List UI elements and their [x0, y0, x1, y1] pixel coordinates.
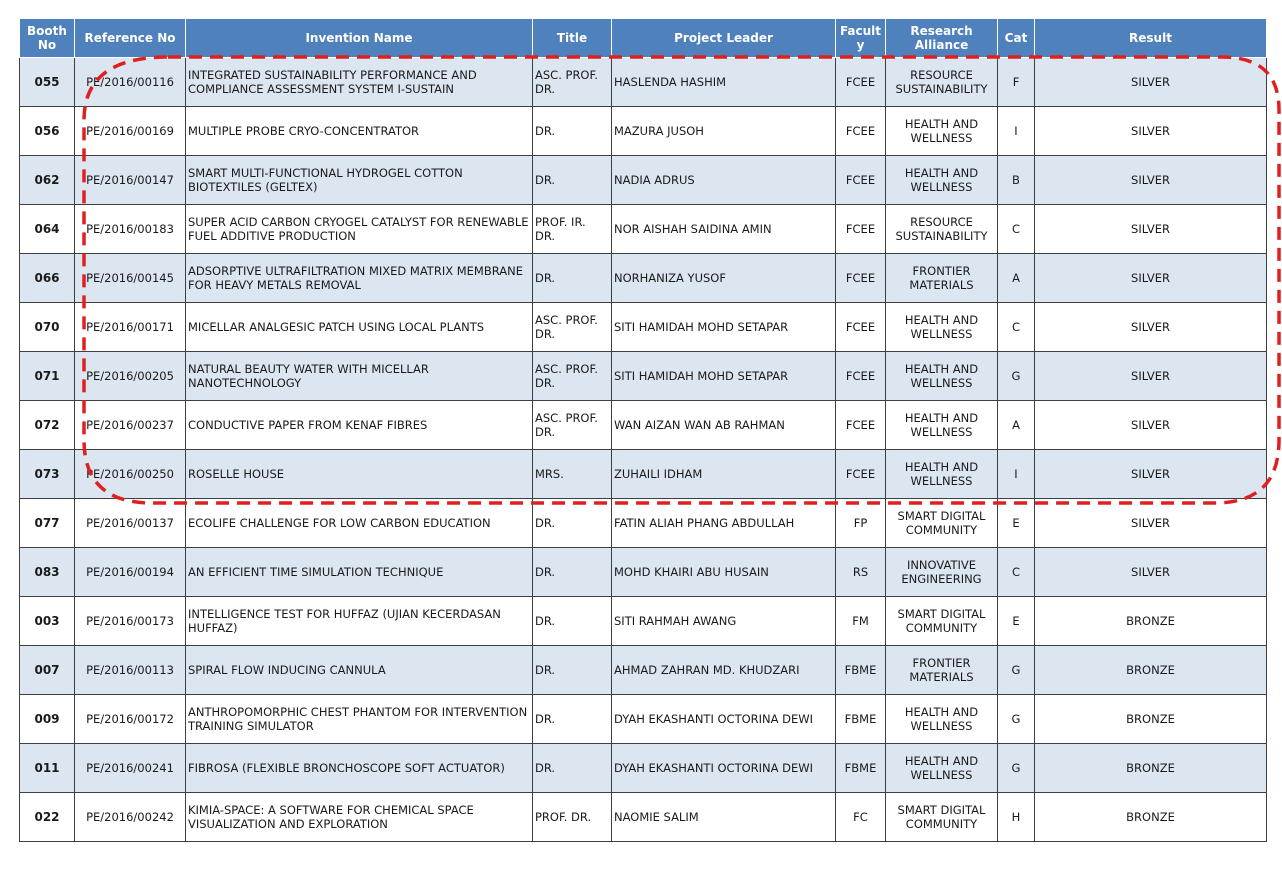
- cell-cat: C: [998, 303, 1035, 352]
- cell-result: SILVER: [1035, 303, 1267, 352]
- cell-title: DR.: [533, 107, 612, 156]
- cell-research-alliance: HEALTH AND WELLNESS: [886, 744, 998, 793]
- table-row: [20, 254, 1267, 303]
- cell-project-leader: DYAH EKASHANTI OCTORINA DEWI: [612, 695, 836, 744]
- table-row: [20, 401, 1267, 450]
- cell-booth-no: 011: [20, 744, 75, 793]
- cell-reference-no: PE/2016/00145: [75, 254, 186, 303]
- cell-invention-name: CONDUCTIVE PAPER FROM KENAF FIBRES: [186, 401, 533, 450]
- cell-research-alliance: RESOURCE SUSTAINABILITY: [886, 58, 998, 107]
- cell-cat: E: [998, 597, 1035, 646]
- cell-result: BRONZE: [1035, 744, 1267, 793]
- cell-research-alliance: RESOURCE SUSTAINABILITY: [886, 205, 998, 254]
- cell-booth-no: 077: [20, 499, 75, 548]
- cell-faculty: FCEE: [836, 254, 886, 303]
- cell-title: ASC. PROF. DR.: [533, 303, 612, 352]
- header-cat: Cat: [998, 19, 1035, 58]
- cell-booth-no: 062: [20, 156, 75, 205]
- cell-reference-no: PE/2016/00173: [75, 597, 186, 646]
- cell-faculty: FBME: [836, 646, 886, 695]
- cell-result: SILVER: [1035, 548, 1267, 597]
- cell-faculty: FCEE: [836, 205, 886, 254]
- cell-title: DR.: [533, 156, 612, 205]
- cell-faculty: FBME: [836, 695, 886, 744]
- cell-faculty: FBME: [836, 744, 886, 793]
- cell-reference-no: PE/2016/00137: [75, 499, 186, 548]
- cell-title: ASC. PROF. DR.: [533, 352, 612, 401]
- cell-research-alliance: HEALTH AND WELLNESS: [886, 695, 998, 744]
- cell-cat: H: [998, 793, 1035, 842]
- table-row: [20, 646, 1267, 695]
- table-body: [20, 58, 1267, 842]
- table-row: [20, 499, 1267, 548]
- cell-reference-no: PE/2016/00205: [75, 352, 186, 401]
- cell-faculty: FCEE: [836, 352, 886, 401]
- table-row: [20, 744, 1267, 793]
- cell-invention-name: KIMIA-SPACE: A SOFTWARE FOR CHEMICAL SPACE VISUALIZATION AND EXPLORATION: [186, 793, 533, 842]
- cell-title: PROF. DR.: [533, 793, 612, 842]
- cell-result: SILVER: [1035, 58, 1267, 107]
- cell-faculty: FCEE: [836, 58, 886, 107]
- cell-booth-no: 072: [20, 401, 75, 450]
- cell-title: PROF. IR. DR.: [533, 205, 612, 254]
- cell-research-alliance: HEALTH AND WELLNESS: [886, 352, 998, 401]
- cell-result: BRONZE: [1035, 695, 1267, 744]
- cell-invention-name: ROSELLE HOUSE: [186, 450, 533, 499]
- cell-project-leader: NAOMIE SALIM: [612, 793, 836, 842]
- cell-project-leader: NADIA ADRUS: [612, 156, 836, 205]
- cell-booth-no: 056: [20, 107, 75, 156]
- table-row: [20, 303, 1267, 352]
- cell-cat: G: [998, 352, 1035, 401]
- cell-invention-name: FIBROSA (FLEXIBLE BRONCHOSCOPE SOFT ACTUATOR): [186, 744, 533, 793]
- cell-project-leader: SITI HAMIDAH MOHD SETAPAR: [612, 352, 836, 401]
- cell-research-alliance: SMART DIGITAL COMMUNITY: [886, 499, 998, 548]
- cell-invention-name: ADSORPTIVE ULTRAFILTRATION MIXED MATRIX MEMBRANE FOR HEAVY METALS REMOVAL: [186, 254, 533, 303]
- cell-reference-no: PE/2016/00171: [75, 303, 186, 352]
- cell-research-alliance: HEALTH AND WELLNESS: [886, 401, 998, 450]
- table-row: [20, 107, 1267, 156]
- cell-project-leader: NORHANIZA YUSOF: [612, 254, 836, 303]
- cell-reference-no: PE/2016/00250: [75, 450, 186, 499]
- header-invention-name: Invention Name: [186, 19, 533, 58]
- cell-reference-no: PE/2016/00242: [75, 793, 186, 842]
- cell-reference-no: PE/2016/00194: [75, 548, 186, 597]
- cell-invention-name: NATURAL BEAUTY WATER WITH MICELLAR NANOTECHNOLOGY: [186, 352, 533, 401]
- cell-result: SILVER: [1035, 156, 1267, 205]
- table-row: [20, 695, 1267, 744]
- cell-faculty: FCEE: [836, 401, 886, 450]
- cell-research-alliance: FRONTIER MATERIALS: [886, 646, 998, 695]
- cell-title: DR.: [533, 548, 612, 597]
- cell-booth-no: 073: [20, 450, 75, 499]
- cell-project-leader: MAZURA JUSOH: [612, 107, 836, 156]
- cell-result: SILVER: [1035, 450, 1267, 499]
- cell-reference-no: PE/2016/00147: [75, 156, 186, 205]
- cell-result: SILVER: [1035, 254, 1267, 303]
- cell-booth-no: 071: [20, 352, 75, 401]
- cell-title: MRS.: [533, 450, 612, 499]
- cell-booth-no: 007: [20, 646, 75, 695]
- cell-faculty: FP: [836, 499, 886, 548]
- table-header: [20, 19, 1267, 58]
- cell-project-leader: MOHD KHAIRI ABU HUSAIN: [612, 548, 836, 597]
- cell-cat: A: [998, 254, 1035, 303]
- cell-project-leader: FATIN ALIAH PHANG ABDULLAH: [612, 499, 836, 548]
- cell-reference-no: PE/2016/00113: [75, 646, 186, 695]
- cell-reference-no: PE/2016/00241: [75, 744, 186, 793]
- cell-project-leader: NOR AISHAH SAIDINA AMIN: [612, 205, 836, 254]
- cell-invention-name: SPIRAL FLOW INDUCING CANNULA: [186, 646, 533, 695]
- cell-invention-name: ECOLIFE CHALLENGE FOR LOW CARBON EDUCATION: [186, 499, 533, 548]
- cell-reference-no: PE/2016/00237: [75, 401, 186, 450]
- cell-booth-no: 070: [20, 303, 75, 352]
- table-row: [20, 156, 1267, 205]
- cell-invention-name: INTELLIGENCE TEST FOR HUFFAZ (UJIAN KECERDASAN HUFFAZ): [186, 597, 533, 646]
- cell-cat: G: [998, 695, 1035, 744]
- cell-project-leader: SITI RAHMAH AWANG: [612, 597, 836, 646]
- cell-result: BRONZE: [1035, 793, 1267, 842]
- cell-title: ASC. PROF. DR.: [533, 58, 612, 107]
- cell-result: SILVER: [1035, 499, 1267, 548]
- table-row: [20, 58, 1267, 107]
- cell-title: DR.: [533, 254, 612, 303]
- cell-research-alliance: HEALTH AND WELLNESS: [886, 156, 998, 205]
- cell-research-alliance: INNOVATIVE ENGINEERING: [886, 548, 998, 597]
- cell-title: ASC. PROF. DR.: [533, 401, 612, 450]
- cell-cat: G: [998, 646, 1035, 695]
- cell-title: DR.: [533, 695, 612, 744]
- cell-booth-no: 003: [20, 597, 75, 646]
- table-row: [20, 597, 1267, 646]
- cell-research-alliance: HEALTH AND WELLNESS: [886, 303, 998, 352]
- cell-cat: I: [998, 450, 1035, 499]
- cell-invention-name: AN EFFICIENT TIME SIMULATION TECHNIQUE: [186, 548, 533, 597]
- cell-project-leader: DYAH EKASHANTI OCTORINA DEWI: [612, 744, 836, 793]
- cell-reference-no: PE/2016/00172: [75, 695, 186, 744]
- header-booth: Booth No: [20, 19, 75, 58]
- cell-project-leader: SITI HAMIDAH MOHD SETAPAR: [612, 303, 836, 352]
- cell-title: DR.: [533, 597, 612, 646]
- cell-research-alliance: SMART DIGITAL COMMUNITY: [886, 597, 998, 646]
- cell-cat: I: [998, 107, 1035, 156]
- cell-booth-no: 009: [20, 695, 75, 744]
- cell-faculty: FCEE: [836, 450, 886, 499]
- cell-invention-name: MICELLAR ANALGESIC PATCH USING LOCAL PLANTS: [186, 303, 533, 352]
- cell-invention-name: INTEGRATED SUSTAINABILITY PERFORMANCE AND COMPLIANCE ASSESSMENT SYSTEM I-SUSTAIN: [186, 58, 533, 107]
- cell-result: SILVER: [1035, 107, 1267, 156]
- cell-reference-no: PE/2016/00169: [75, 107, 186, 156]
- header-project-leader: Project Leader: [612, 19, 836, 58]
- header-result: Result: [1035, 19, 1267, 58]
- table-row: [20, 450, 1267, 499]
- cell-invention-name: SMART MULTI-FUNCTIONAL HYDROGEL COTTON BIOTEXTILES (GELTEX): [186, 156, 533, 205]
- cell-booth-no: 066: [20, 254, 75, 303]
- header-row: [20, 19, 1267, 58]
- cell-result: SILVER: [1035, 401, 1267, 450]
- cell-result: BRONZE: [1035, 646, 1267, 695]
- cell-project-leader: AHMAD ZAHRAN MD. KHUDZARI: [612, 646, 836, 695]
- cell-booth-no: 055: [20, 58, 75, 107]
- cell-faculty: FM: [836, 597, 886, 646]
- table-row: [20, 352, 1267, 401]
- table-row: [20, 205, 1267, 254]
- cell-invention-name: ANTHROPOMORPHIC CHEST PHANTOM FOR INTERVENTION TRAINING SIMULATOR: [186, 695, 533, 744]
- cell-project-leader: HASLENDA HASHIM: [612, 58, 836, 107]
- header-reference: Reference No: [75, 19, 186, 58]
- cell-booth-no: 022: [20, 793, 75, 842]
- results-table: [19, 18, 1267, 842]
- cell-project-leader: WAN AIZAN WAN AB RAHMAN: [612, 401, 836, 450]
- cell-research-alliance: FRONTIER MATERIALS: [886, 254, 998, 303]
- cell-result: BRONZE: [1035, 597, 1267, 646]
- cell-research-alliance: HEALTH AND WELLNESS: [886, 107, 998, 156]
- cell-faculty: FCEE: [836, 107, 886, 156]
- cell-reference-no: PE/2016/00183: [75, 205, 186, 254]
- cell-faculty: FC: [836, 793, 886, 842]
- header-faculty: Facult y: [836, 19, 886, 58]
- cell-cat: C: [998, 205, 1035, 254]
- cell-title: DR.: [533, 499, 612, 548]
- table-row: [20, 548, 1267, 597]
- table-row: [20, 793, 1267, 842]
- cell-title: DR.: [533, 744, 612, 793]
- cell-cat: A: [998, 401, 1035, 450]
- cell-faculty: RS: [836, 548, 886, 597]
- cell-invention-name: SUPER ACID CARBON CRYOGEL CATALYST FOR RENEWABLE FUEL ADDITIVE PRODUCTION: [186, 205, 533, 254]
- cell-booth-no: 064: [20, 205, 75, 254]
- cell-cat: C: [998, 548, 1035, 597]
- cell-faculty: FCEE: [836, 156, 886, 205]
- cell-cat: F: [998, 58, 1035, 107]
- cell-cat: B: [998, 156, 1035, 205]
- cell-title: DR.: [533, 646, 612, 695]
- cell-cat: G: [998, 744, 1035, 793]
- cell-cat: E: [998, 499, 1035, 548]
- header-title: Title: [533, 19, 612, 58]
- cell-research-alliance: HEALTH AND WELLNESS: [886, 450, 998, 499]
- cell-booth-no: 083: [20, 548, 75, 597]
- cell-result: SILVER: [1035, 205, 1267, 254]
- cell-reference-no: PE/2016/00116: [75, 58, 186, 107]
- cell-invention-name: MULTIPLE PROBE CRYO-CONCENTRATOR: [186, 107, 533, 156]
- cell-research-alliance: SMART DIGITAL COMMUNITY: [886, 793, 998, 842]
- cell-project-leader: ZUHAILI IDHAM: [612, 450, 836, 499]
- cell-faculty: FCEE: [836, 303, 886, 352]
- header-research-alliance: Research Alliance: [886, 19, 998, 58]
- cell-result: SILVER: [1035, 352, 1267, 401]
